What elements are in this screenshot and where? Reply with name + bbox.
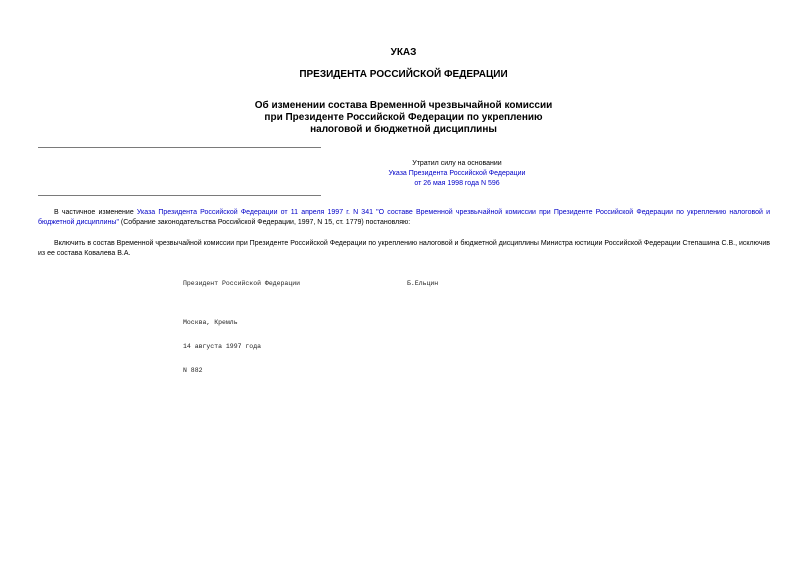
signature-name: Б.Ельцин bbox=[407, 280, 439, 287]
decree-title: УКАЗ bbox=[390, 47, 417, 58]
annulment-link-date[interactable]: от 26 мая 1998 года N 596 bbox=[414, 180, 500, 187]
annulment-link[interactable]: Указа Президента Российской Федерации bbox=[388, 170, 526, 177]
decree-issuer: ПРЕЗИДЕНТА РОССИЙСКОЙ ФЕДЕРАЦИИ bbox=[299, 69, 508, 80]
decree-subject-line: налоговой и бюджетной дисциплины bbox=[310, 124, 497, 135]
signing-date: 14 августа 1997 года bbox=[183, 343, 262, 350]
paragraph-decision: Включить в состав Временной чрезвычайной комиссии при Президенте Российской Федерации по укреплению налоговой и бюджетной дисциплины Министра юстиции Российской Федерации Степашина С.В., исключив из ее состава Ковалева В.А. bbox=[38, 240, 770, 257]
signing-place: Москва, Кремль bbox=[183, 319, 238, 326]
place-date-block bbox=[183, 303, 261, 391]
signature-position: Президент Российской Федерации bbox=[183, 280, 301, 287]
divider-top bbox=[38, 147, 321, 148]
annulment-note bbox=[262, 159, 652, 189]
decree-subject-line: при Президенте Российской Федерации по укреплению bbox=[264, 112, 543, 123]
preamble-prefix: В частичное изменение bbox=[54, 209, 137, 216]
decree-number: N 882 bbox=[183, 367, 203, 374]
decree-subject-line: Об изменении состава Временной чрезвычайной комиссии bbox=[254, 100, 553, 111]
annulment-text: Утратил силу на основании bbox=[412, 160, 502, 167]
paragraph-preamble bbox=[38, 208, 770, 228]
referenced-decree-link[interactable]: Указа Президента Российской Федерации от 11 апреля 1997 г. N 341 "О составе Временной чрезвычайной комиссии при Президенте Российской Федерации по укреплению налоговой и бюджетной дисциплины" bbox=[38, 209, 770, 226]
divider-bottom bbox=[38, 195, 321, 196]
preamble-suffix: (Собрание законодательства Российской Федерации, 1997, N 15, ст. 1779) постановляю: bbox=[118, 219, 411, 226]
decree-subject bbox=[0, 100, 807, 136]
